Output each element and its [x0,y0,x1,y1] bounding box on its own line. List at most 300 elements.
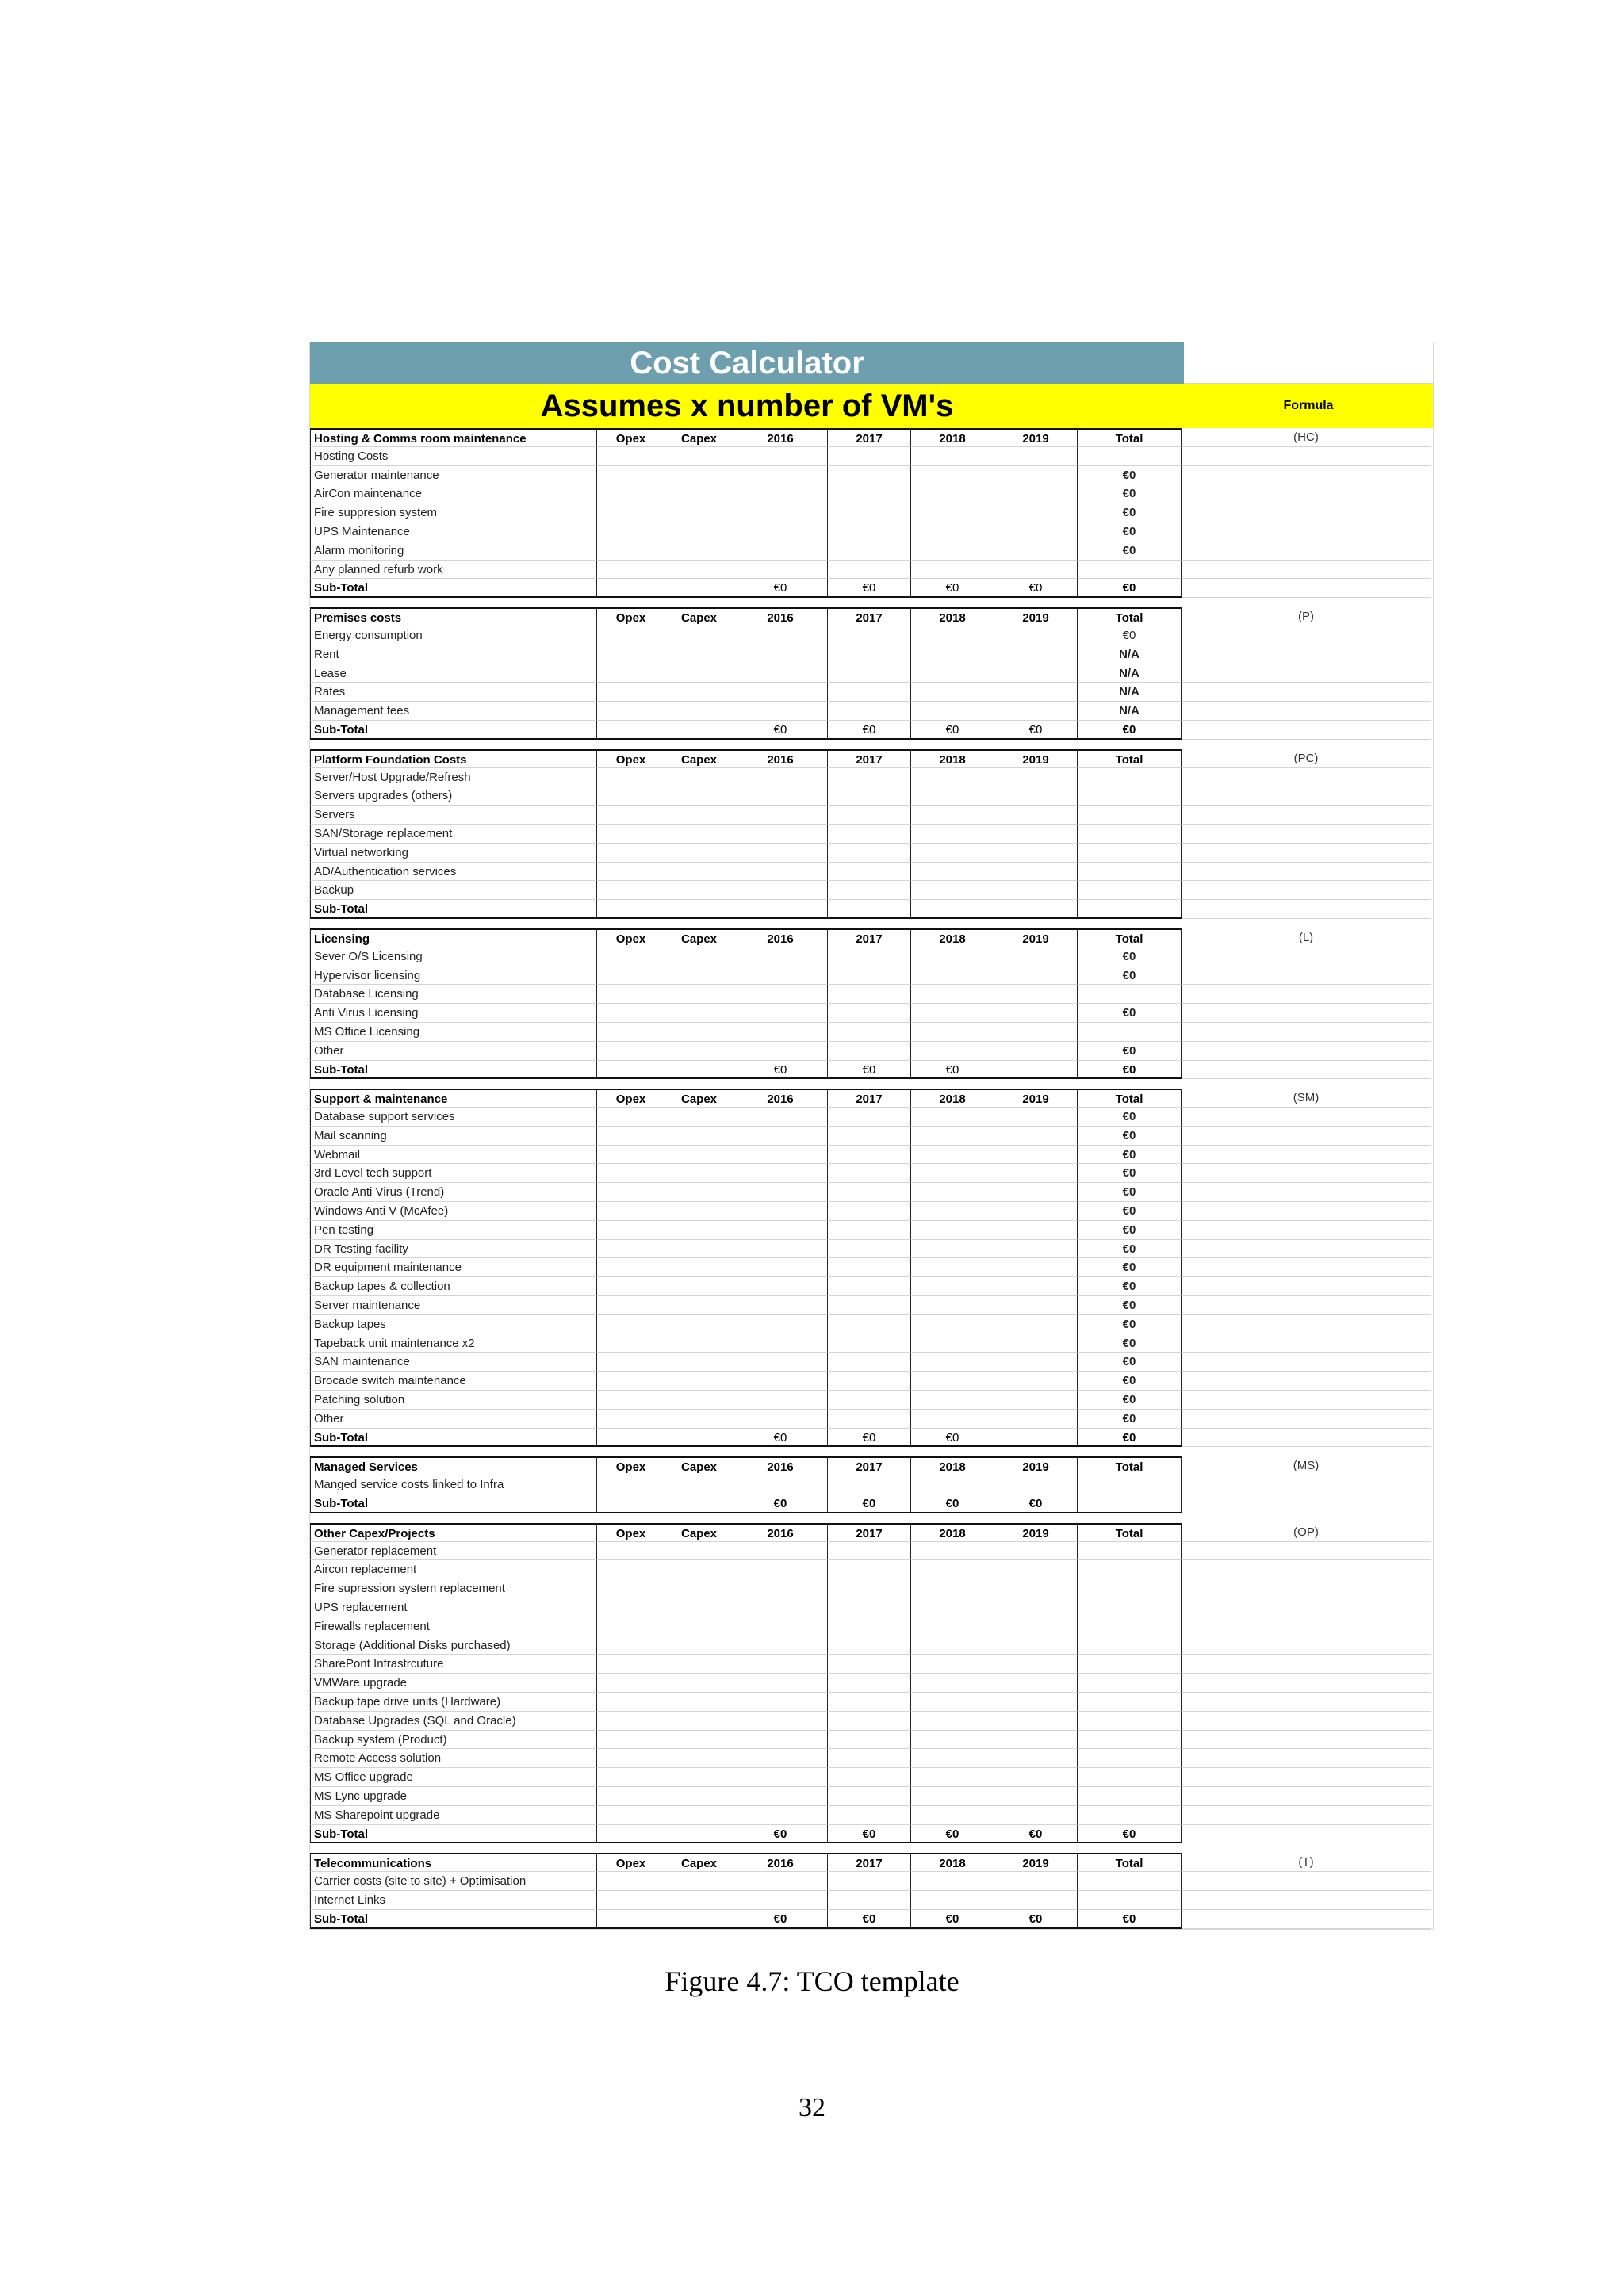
value-cell [994,503,1078,522]
subtotal-total: €0 [1078,1061,1182,1080]
table-row [310,1617,1433,1636]
value-cell [597,1749,665,1768]
value-cell [828,1164,911,1183]
value-cell [994,1749,1078,1768]
value-cell [665,947,733,966]
value-cell [597,1042,665,1061]
table-row [310,881,1433,900]
value-cell [828,1146,911,1165]
value-cell [911,1042,994,1061]
value-cell [597,1787,665,1806]
section-title: Premises costs [310,607,597,626]
value-cell [597,1636,665,1655]
row-total: €0 [1078,1315,1182,1334]
table-row [310,1127,1433,1146]
row-total [1078,985,1182,1004]
value-cell [911,702,994,721]
row-label: Fire suppresion system [310,503,597,522]
value-cell [597,1023,665,1042]
column-header: 2018 [911,749,994,768]
value-cell [597,1617,665,1636]
row-total: €0 [1078,1296,1182,1315]
value-cell [828,702,911,721]
value-cell [828,1296,911,1315]
value-cell [994,1353,1078,1372]
row-total [1078,1693,1182,1712]
subtotal-total: €0 [1078,1910,1182,1929]
value-cell [994,985,1078,1004]
row-total [1078,447,1182,466]
value-cell [733,1475,828,1494]
value-cell [665,1146,733,1165]
row-total [1078,806,1182,825]
value-cell [597,1334,665,1353]
row-total: N/A [1078,664,1182,683]
value-cell [665,966,733,985]
value-cell [733,447,828,466]
row-label: Database Upgrades (SQL and Oracle) [310,1712,597,1731]
row-label: Anti Virus Licensing [310,1004,597,1023]
value-cell [911,664,994,683]
row-total: €0 [1078,1240,1182,1259]
row-total: €0 [1078,541,1182,561]
row-total [1078,1891,1182,1910]
value-cell [828,1712,911,1731]
value-cell [994,1315,1078,1334]
section-header [310,428,1433,447]
value-cell [733,863,828,882]
row-label: Firewalls replacement [310,1617,597,1636]
row-label: MS Office Licensing [310,1023,597,1042]
value-cell [994,702,1078,721]
value-cell [665,1410,733,1429]
row-total [1078,1475,1182,1494]
value-cell [665,1127,733,1146]
value-cell [665,1004,733,1023]
value-cell [994,1891,1078,1910]
subtotal-total [1078,1494,1182,1513]
value-cell [733,1372,828,1391]
row-label: Energy consumption [310,626,597,645]
subtotal-value [994,1061,1078,1080]
table-row [310,1636,1433,1655]
value-cell [828,1315,911,1334]
subtotal-value: €0 [733,579,828,598]
column-header: Capex [665,749,733,768]
value-cell [733,1127,828,1146]
subtotal-value: €0 [828,1910,911,1929]
subtotal-value: €0 [733,1494,828,1513]
table-row [310,1023,1433,1042]
table-row [310,1277,1433,1296]
value-cell [911,1127,994,1146]
subtotal-value [911,900,994,919]
value-cell [597,1296,665,1315]
value-cell [828,1410,911,1429]
value-cell [597,1108,665,1127]
value-cell [911,1023,994,1042]
value-cell [828,664,911,683]
value-cell [733,503,828,522]
value-cell [665,1891,733,1910]
value-cell [911,1164,994,1183]
value-cell [911,1108,994,1127]
value-cell [733,1315,828,1334]
value-cell [994,844,1078,863]
value-cell [994,1560,1078,1579]
subtotal-row [310,1910,1433,1929]
value-cell [733,1334,828,1353]
value-cell [911,1475,994,1494]
subtotal-value: €0 [994,1910,1078,1929]
table-row [310,1674,1433,1693]
section-title: Managed Services [310,1456,597,1475]
subtotal-value: €0 [828,579,911,598]
column-header: 2017 [828,1853,911,1872]
row-total [1078,825,1182,844]
column-header: Capex [665,428,733,447]
value-cell [665,447,733,466]
column-header: 2016 [733,749,828,768]
value-cell [665,881,733,900]
subtotal-value: €0 [994,1494,1078,1513]
row-label: Remote Access solution [310,1749,597,1768]
row-label: Hypervisor licensing [310,966,597,985]
table-row [310,1240,1433,1259]
value-cell [994,1127,1078,1146]
table-row [310,1579,1433,1598]
value-cell [828,1542,911,1561]
value-cell [665,1221,733,1240]
value-cell [733,786,828,806]
table-row [310,844,1433,863]
table-row [310,1731,1433,1750]
value-cell [828,1258,911,1277]
table-row [310,1693,1433,1712]
row-total [1078,1712,1182,1731]
value-cell [733,645,828,664]
row-label: Generator replacement [310,1542,597,1561]
column-header: Opex [597,749,665,768]
row-total: €0 [1078,947,1182,966]
value-cell [665,1768,733,1787]
subtotal-total: €0 [1078,721,1182,740]
value-cell [665,561,733,580]
value-cell [665,1617,733,1636]
value-cell [665,1258,733,1277]
value-cell [911,484,994,503]
table-row [310,447,1433,466]
table-row [310,1183,1433,1202]
value-cell [994,1617,1078,1636]
section-title: Licensing [310,928,597,947]
row-total: €0 [1078,966,1182,985]
value-cell [597,1221,665,1240]
value-cell [994,1042,1078,1061]
value-cell [994,1636,1078,1655]
subtitle-row [310,384,1433,428]
value-cell [665,844,733,863]
value-cell [733,1146,828,1165]
subtotal-value: €0 [911,579,994,598]
value-cell [597,947,665,966]
title-row [310,342,1433,384]
row-total [1078,1872,1182,1891]
value-cell [665,1674,733,1693]
value-cell [828,966,911,985]
value-cell [665,1240,733,1259]
value-cell [911,825,994,844]
value-cell [733,1768,828,1787]
value-cell [733,626,828,645]
subtotal-value: €0 [733,1429,828,1448]
column-header: 2017 [828,607,911,626]
value-cell [665,1391,733,1410]
value-cell [828,645,911,664]
section-title: Hosting & Comms room maintenance [310,428,597,447]
subtotal-label: Sub-Total [310,579,597,598]
column-header: 2017 [828,1456,911,1475]
value-cell [665,1655,733,1674]
subtotal-row [310,1061,1433,1080]
value-cell [828,1787,911,1806]
value-cell [733,1731,828,1750]
table-row [310,1146,1433,1165]
value-cell [733,1202,828,1221]
table-row [310,1334,1433,1353]
formula-code: (P) [1182,607,1431,626]
subtotal-total: €0 [1078,579,1182,598]
subtotal-value: €0 [911,1825,994,1844]
row-label: SAN maintenance [310,1353,597,1372]
column-header: Total [1078,1523,1182,1542]
value-cell [911,1542,994,1561]
subtotal-value: €0 [911,1910,994,1929]
value-cell [911,1221,994,1240]
value-cell [828,1731,911,1750]
column-header: 2019 [994,607,1078,626]
formula-label: Formula [1283,399,1334,412]
value-cell [828,1655,911,1674]
value-cell [911,1334,994,1353]
table-row [310,1042,1433,1061]
row-label: SharePont Infrastrcuture [310,1655,597,1674]
sheet-subtitle: Assumes x number of VM's [540,388,954,423]
column-header: 2017 [828,1089,911,1108]
value-cell [665,466,733,485]
value-cell [733,1872,828,1891]
value-cell [828,844,911,863]
value-cell [733,664,828,683]
value-cell [828,503,911,522]
row-total: €0 [1078,1004,1182,1023]
column-header: 2019 [994,1853,1078,1872]
value-cell [597,844,665,863]
value-cell [733,522,828,541]
subtotal-value [994,900,1078,919]
row-label: Manged service costs linked to Infra [310,1475,597,1494]
subtotal-value: €0 [828,1825,911,1844]
table-row [310,484,1433,503]
row-label: Mail scanning [310,1127,597,1146]
column-header: 2018 [911,1089,994,1108]
row-label: Carrier costs (site to site) + Optimisation [310,1872,597,1891]
value-cell [597,1258,665,1277]
value-cell [733,1598,828,1617]
value-cell [733,1004,828,1023]
subtotal-label: Sub-Total [310,1061,597,1080]
value-cell [665,1749,733,1768]
section-title: Other Capex/Projects [310,1523,597,1542]
value-cell [828,1693,911,1712]
value-cell [597,881,665,900]
value-cell [665,768,733,787]
value-cell [597,1872,665,1891]
table-row [310,645,1433,664]
row-label: SAN/Storage replacement [310,825,597,844]
value-cell [911,645,994,664]
table-row [310,1768,1433,1787]
value-cell [597,1391,665,1410]
column-header: 2017 [828,1523,911,1542]
value-cell [665,484,733,503]
row-label: Management fees [310,702,597,721]
row-total: €0 [1078,1108,1182,1127]
value-cell [911,768,994,787]
table-row [310,1353,1433,1372]
subtotal-value: €0 [994,721,1078,740]
value-cell [597,1004,665,1023]
value-cell [597,768,665,787]
row-total [1078,1768,1182,1787]
value-cell [911,541,994,561]
subtotal-value: €0 [994,579,1078,598]
row-label: Aircon replacement [310,1560,597,1579]
table-row [310,664,1433,683]
row-label: AD/Authentication services [310,863,597,882]
row-label: DR Testing facility [310,1240,597,1259]
formula-code: (L) [1182,928,1431,947]
value-cell [665,1372,733,1391]
table-row [310,1202,1433,1221]
row-total [1078,1674,1182,1693]
table-row [310,1410,1433,1429]
value-cell [994,1872,1078,1891]
value-cell [828,768,911,787]
value-cell [665,1183,733,1202]
row-total: N/A [1078,645,1182,664]
value-cell [828,1240,911,1259]
column-header: Total [1078,607,1182,626]
table-row [310,1891,1433,1910]
value-cell [733,1240,828,1259]
row-label: Database support services [310,1108,597,1127]
value-cell [828,561,911,580]
value-cell [911,1693,994,1712]
column-header: 2018 [911,1523,994,1542]
value-cell [733,806,828,825]
column-header: Opex [597,1089,665,1108]
row-total [1078,1749,1182,1768]
value-cell [994,1475,1078,1494]
column-header: Opex [597,1456,665,1475]
row-total: €0 [1078,1127,1182,1146]
value-cell [733,1891,828,1910]
subtotal-value: €0 [733,1910,828,1929]
value-cell [665,786,733,806]
row-total [1078,1598,1182,1617]
value-cell [597,786,665,806]
section-header [310,1523,1433,1542]
subtotal-row [310,1825,1433,1844]
row-label: VMWare upgrade [310,1674,597,1693]
row-label: Other [310,1042,597,1061]
value-cell [911,1636,994,1655]
subtotal-value: €0 [828,1494,911,1513]
value-cell [828,1202,911,1221]
value-cell [665,1693,733,1712]
value-cell [733,1221,828,1240]
value-cell [733,966,828,985]
value-cell [911,1258,994,1277]
value-cell [597,1891,665,1910]
subtotal-value: €0 [828,721,911,740]
column-header: Total [1078,1456,1182,1475]
row-total: €0 [1078,522,1182,541]
formula-code: (PC) [1182,749,1431,768]
table-row [310,1806,1433,1825]
row-total [1078,561,1182,580]
value-cell [597,1146,665,1165]
column-header: 2016 [733,1523,828,1542]
value-cell [733,484,828,503]
row-total: €0 [1078,1334,1182,1353]
value-cell [665,1872,733,1891]
value-cell [597,1768,665,1787]
table-row [310,1712,1433,1731]
value-cell [597,1315,665,1334]
column-header: 2019 [994,428,1078,447]
column-header: Opex [597,928,665,947]
value-cell [911,1712,994,1731]
subtotal-value: €0 [828,1429,911,1448]
value-cell [733,1617,828,1636]
row-label: Database Licensing [310,985,597,1004]
table-row [310,1787,1433,1806]
value-cell [733,947,828,966]
value-cell [828,881,911,900]
row-total: €0 [1078,1042,1182,1061]
row-total: €0 [1078,1410,1182,1429]
value-cell [828,1221,911,1240]
column-header: 2018 [911,928,994,947]
value-cell [828,1127,911,1146]
value-cell [597,1127,665,1146]
row-label: 3rd Level tech support [310,1164,597,1183]
row-total [1078,786,1182,806]
value-cell [911,447,994,466]
column-header: 2016 [733,607,828,626]
column-header: 2018 [911,1456,994,1475]
value-cell [828,1806,911,1825]
table-row [310,1108,1433,1127]
value-cell [665,1202,733,1221]
value-cell [733,1674,828,1693]
subtotal-value: €0 [733,1825,828,1844]
value-cell [828,683,911,702]
table-row [310,1221,1433,1240]
table-row [310,966,1433,985]
